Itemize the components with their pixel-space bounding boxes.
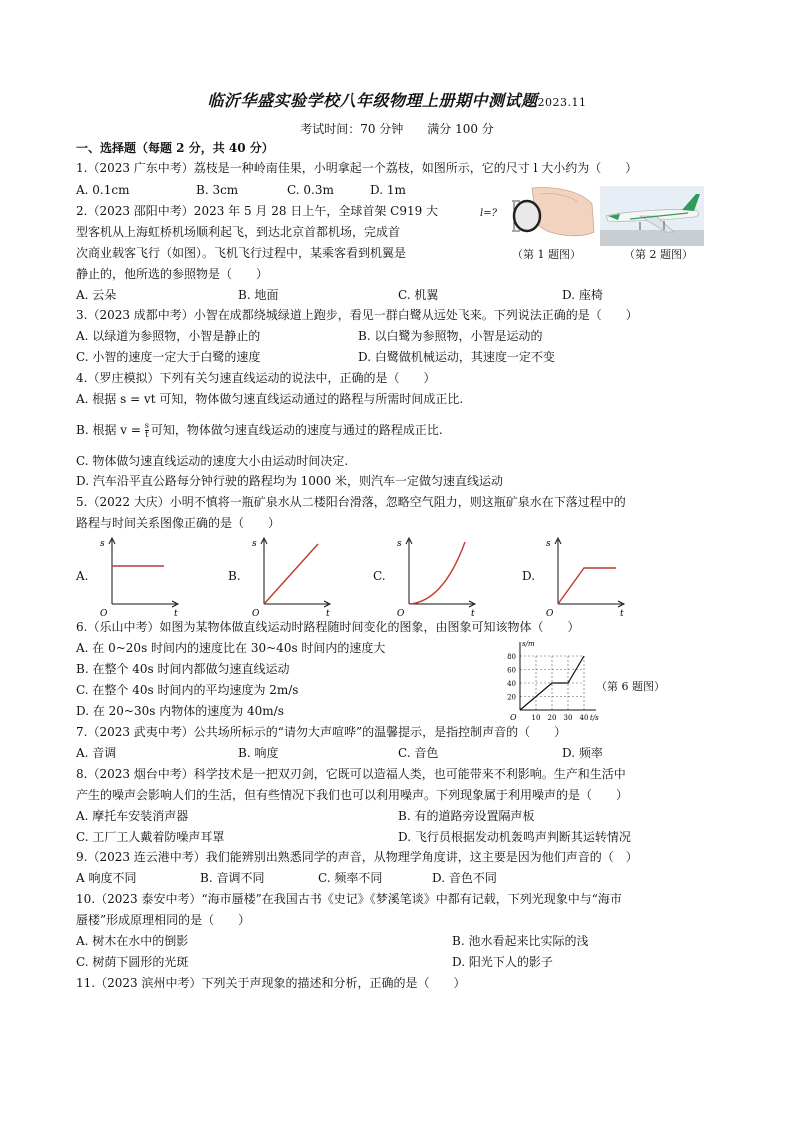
q2-line-3: 次商业载客飞行（如图）。飞机飞行过程中，某乘客看到机翼是 <box>76 246 407 260</box>
q5-graph-d <box>540 536 626 618</box>
q1-option-c: C. 0.3m <box>287 183 334 197</box>
q5-line-2: 路程与时间关系图像正确的是（ ） <box>76 516 281 530</box>
q3-option-b: B. 以白鹭为参照物，小智是运动的 <box>358 329 543 343</box>
q5-curve <box>264 544 318 604</box>
y-tick-label: 40 <box>507 680 516 688</box>
q1-figure <box>480 186 596 246</box>
title-year: 2023.11 <box>537 96 587 109</box>
q6-option-c: C. 在整个 40s 时间内的平均速度为 2m/s <box>76 683 299 697</box>
q2-option-c: C. 机翼 <box>398 288 439 302</box>
q3-option-c: C. 小智的速度一定大于白鹭的速度 <box>76 350 261 364</box>
x-axis-label: t <box>471 609 475 618</box>
q7-option-d: D. 频率 <box>562 746 603 760</box>
q5-curve <box>409 542 465 604</box>
y-axis-label: s <box>397 539 402 549</box>
q9-option-b: B. 音调不同 <box>200 871 265 885</box>
origin-label: O <box>397 609 405 618</box>
q6-option-b: B. 在整个 40s 时间内都做匀速直线运动 <box>76 662 290 676</box>
q8-line-1: 8.（2023 烟台中考）科学技术是一把双刃剑，它既可以造福人类，也可能带来不利影响。生产和生活中 <box>76 767 626 781</box>
origin-label: O <box>252 609 260 618</box>
q6-graph <box>490 638 604 722</box>
x-tick-label: 20 <box>547 714 557 722</box>
q10-line-1: 10.（2023 泰安中考）“海市蜃楼”在我国古书《史记》《梦溪笔谈》中都有记载，下列光现象中与“海市 <box>76 892 622 906</box>
q9-option-d: D. 音色不同 <box>432 871 497 885</box>
q5-option-label-c: C. <box>373 569 386 583</box>
y-axis-label: s <box>100 539 105 549</box>
q9-option-a: A 响度不同 <box>76 871 137 885</box>
q5-graph-b <box>246 536 332 618</box>
q1-figure-label: l=? <box>480 208 497 219</box>
exam-subtitle: 考试时间：70 分钟 满分 100 分 <box>300 122 494 136</box>
q5-graph-a <box>94 536 180 618</box>
q1-caption: （第 1 题图） <box>512 248 581 261</box>
x-axis-label: t <box>326 609 330 618</box>
q2-line-1: 2.（2023 邵阳中考）2023 年 5 月 28 日上午，全球首架 C919 大 <box>76 204 439 218</box>
q8-option-a: A. 摩托车安装消声器 <box>76 809 189 823</box>
x-tick-label: 30 <box>563 714 573 722</box>
q8-option-d: D. 飞行员根据发动机轰鸣声判断其运转情况 <box>398 830 631 844</box>
q4-option-d: D. 汽车沿平直公路每分钟行驶的路程均为 1000 米，则汽车一定做匀速直线运动 <box>76 474 503 488</box>
exam-title <box>0 88 794 111</box>
q5-graph-c <box>391 536 477 618</box>
y-tick-label: 20 <box>507 693 516 702</box>
q1-option-a: A. 0.1cm <box>76 183 130 197</box>
origin-label: O <box>100 609 108 618</box>
q2-caption: （第 2 题图） <box>624 248 693 261</box>
y-tick-label: 60 <box>507 666 516 675</box>
q5-line-1: 5.（2022 大庆）小明不慎将一瓶矿泉水从二楼阳台滑落，忽略空气阻力，则这瓶矿泉水在下落过程中的 <box>76 495 626 509</box>
x-axis-label: t <box>620 609 624 618</box>
q4-fraction <box>145 422 149 439</box>
q4-fraction-num: s <box>144 421 149 430</box>
q2-option-a: A. 云朵 <box>76 288 117 302</box>
q10-line-2: 蜃楼”形成原理相同的是（ ） <box>76 913 251 927</box>
q6-option-d: D. 在 20~30s 内物体的速度为 40m/s <box>76 704 284 718</box>
q5-option-label-d: D. <box>522 569 536 583</box>
q4-stem: 4.（罗庄模拟）下列有关匀速直线运动的说法中，正确的是（ ） <box>76 371 436 385</box>
q6-caption: （第 6 题图） <box>596 680 665 693</box>
q5-option-label-b: B. <box>228 569 241 583</box>
q9-stem: 9.（2023 连云港中考）我们能辨别出熟悉同学的声音，从物理学角度讲，这主要是因为他们声音的（ ） <box>76 850 638 864</box>
q4-option-b-post: 可知，物体做匀速直线运动的速度与通过的路程成正比. <box>150 423 443 437</box>
y-axis-label: s <box>252 539 257 549</box>
q2-line-2: 型客机从上海虹桥机场顺利起飞，到达北京首都机场，完成首 <box>76 225 401 239</box>
y-axis-label: s <box>546 539 551 549</box>
x-axis-label: t/s <box>590 714 599 722</box>
title-text: 临沂华盛实验学校八年级物理上册期中测试题 <box>207 91 538 110</box>
q1-option-b: B. 3cm <box>196 183 239 197</box>
q2-option-b: B. 地面 <box>238 288 279 302</box>
q2-option-d: D. 座椅 <box>562 288 603 302</box>
q4-option-a: A. 根据 s = vt 可知，物体做匀速直线运动通过的路程与所需时间成正比. <box>76 392 464 406</box>
q8-line-2: 产生的噪声会影响人们的生活，但有些情况下我们也可以利用噪声。下列现象属于利用噪声的是（ ） <box>76 788 629 802</box>
q6-stem: 6.（乐山中考）如图为某物体做直线运动时路程随时间变化的图象，由图象可知该物体（ ） <box>76 620 580 634</box>
q1-option-d: D. 1m <box>370 183 406 197</box>
q2-figure <box>600 186 704 246</box>
q10-option-c: C. 树荫下圆形的光斑 <box>76 955 189 969</box>
q1-stem: 1.（2023 广东中考）荔枝是一种岭南佳果，小明拿起一个荔枝，如图所示，它的尺寸 l 大小约为（ ） <box>76 161 638 175</box>
q4-option-c: C. 物体做匀速直线运动的速度大小由运动时间决定. <box>76 454 349 468</box>
y-axis-label: s/m <box>522 640 535 648</box>
origin-label: O <box>546 609 554 618</box>
q8-option-c: C. 工厂工人戴着防噪声耳罩 <box>76 830 225 844</box>
q7-option-c: C. 音色 <box>398 746 439 760</box>
q11-stem: 11.（2023 滨州中考）下列关于声现象的描述和分析，正确的是（ ） <box>76 976 466 990</box>
q5-curve <box>558 568 616 604</box>
x-axis-label: t <box>174 609 178 618</box>
q10-option-d: D. 阳光下人的影子 <box>452 955 553 969</box>
x-tick-label: 40 <box>579 714 589 722</box>
origin-label: O <box>510 713 517 722</box>
q3-stem: 3.（2023 成都中考）小智在成都绕城绿道上跑步，看见一群白鹭从远处飞来。下列说法正确的是（ ） <box>76 308 638 322</box>
q9-option-c: C. 频率不同 <box>318 871 383 885</box>
q2-line-4: 静止的，他所选的参照物是（ ） <box>76 267 269 281</box>
q7-stem: 7.（2023 武夷中考）公共场所标示的“请勿大声喧哗”的温馨提示，是指控制声音的（ ） <box>76 725 567 739</box>
q3-option-d: D. 白鹭做机械运动，其速度一定不变 <box>358 350 555 364</box>
q8-option-b: B. 有的道路旁设置隔声板 <box>398 809 535 823</box>
q5-option-label-a: A. <box>76 569 89 583</box>
y-tick-label: 80 <box>507 653 516 661</box>
q3-option-a: A. 以绿道为参照物，小智是静止的 <box>76 329 261 343</box>
q4-option-b <box>76 422 443 439</box>
q6-graph-svg <box>490 638 604 722</box>
q10-option-a: A. 树木在水中的倒影 <box>76 934 189 948</box>
section-heading: 一、选择题（每题 2 分，共 40 分） <box>76 141 274 155</box>
q6-option-a: A. 在 0~20s 时间内的速度比在 30~40s 时间内的速度大 <box>76 641 386 655</box>
x-tick-label: 10 <box>531 714 541 722</box>
q7-option-a: A. 音调 <box>76 746 117 760</box>
q4-option-b-pre: B. 根据 v = <box>76 423 145 437</box>
q7-option-b: B. 响度 <box>238 746 279 760</box>
q4-fraction-den: t <box>145 430 149 439</box>
q10-option-b: B. 池水看起来比实际的浅 <box>452 934 589 948</box>
